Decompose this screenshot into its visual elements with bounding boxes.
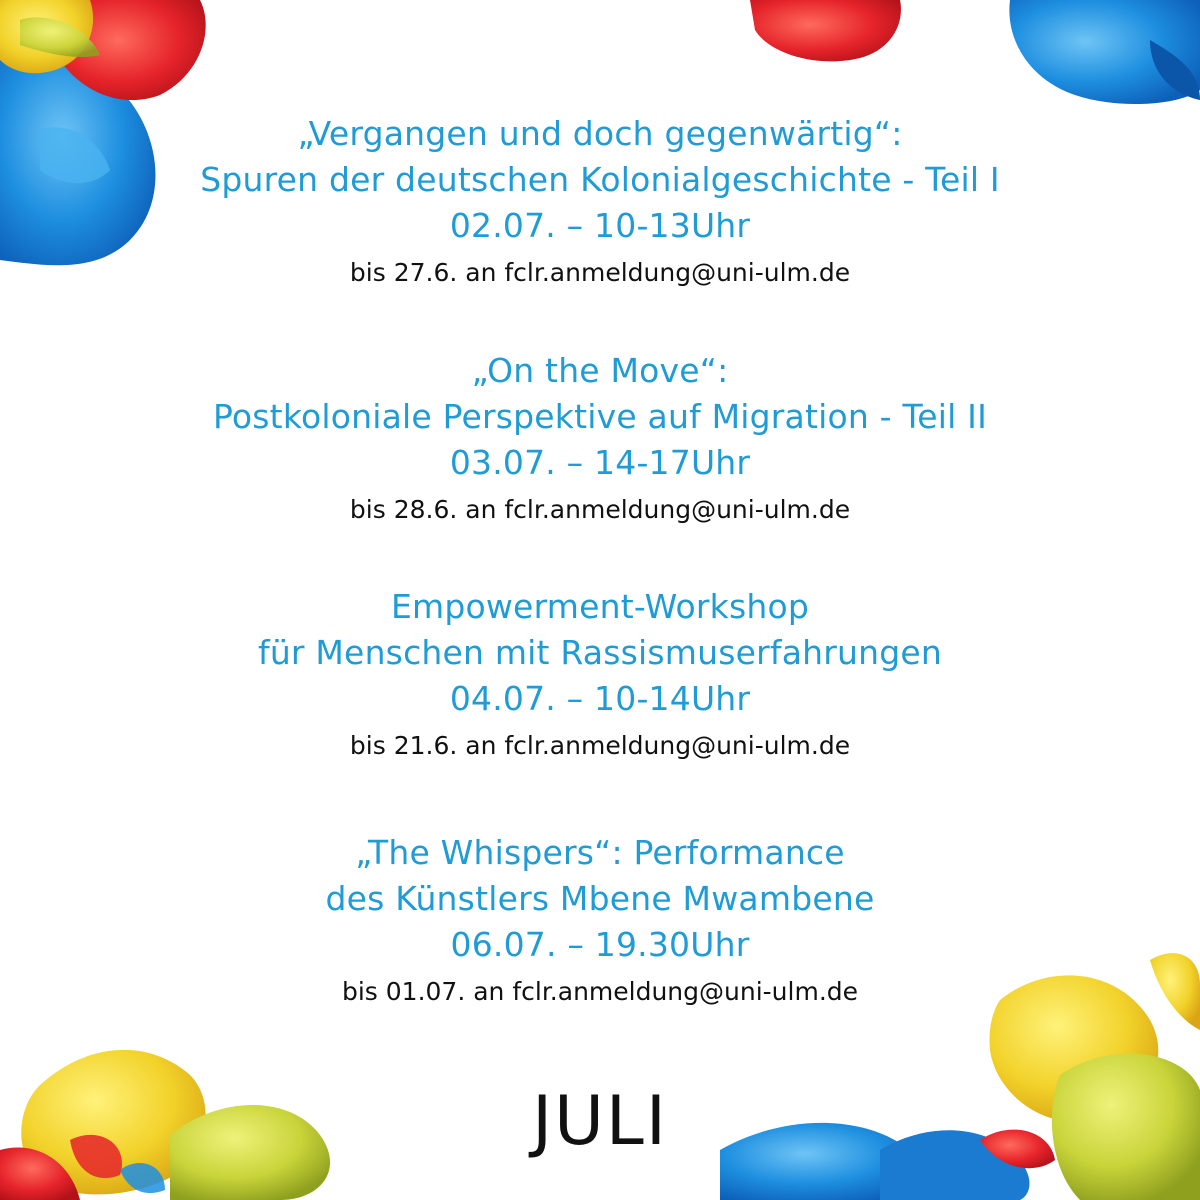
event-datetime: 06.07. – 19.30Uhr: [450, 925, 750, 964]
event-registration: bis 28.6. an fclr.anmeldung@uni-ulm.de: [349, 495, 851, 524]
paint-splash-top-right: [750, 0, 1200, 104]
event-registration: bis 21.6. an fclr.anmeldung@uni-ulm.de: [349, 731, 851, 760]
event-title-line2: Spuren der deutschen Kolonialgeschichte - Teil I: [200, 160, 1000, 199]
event-title-line2: des Künstlers Mbene Mwambene: [325, 879, 875, 918]
event-item: [0, 111, 1200, 293]
event-item: [0, 830, 1200, 1012]
event-registration: bis 27.6. an fclr.anmeldung@uni-ulm.de: [349, 258, 851, 287]
event-datetime: 04.07. – 10-14Uhr: [449, 679, 751, 718]
event-title-line2: für Menschen mit Rassismuserfahrungen: [258, 633, 942, 672]
event-title-line1: „On the Move“:: [471, 351, 729, 390]
event-item: [0, 584, 1200, 766]
event-item: [0, 348, 1200, 530]
event-title-line2: Postkoloniale Perspektive auf Migration - Teil II: [212, 397, 988, 436]
event-title-line1: „The Whispers“: Performance: [355, 833, 845, 872]
event-title-line1: Empowerment-Workshop: [390, 587, 810, 626]
event-datetime: 02.07. – 10-13Uhr: [449, 206, 751, 245]
event-title-line1: „Vergangen und doch gegenwärtig“:: [297, 114, 903, 153]
event-datetime: 03.07. – 14-17Uhr: [449, 443, 751, 482]
month-heading: JULI: [532, 1082, 668, 1161]
event-registration: bis 01.07. an fclr.anmeldung@uni-ulm.de: [341, 977, 859, 1006]
